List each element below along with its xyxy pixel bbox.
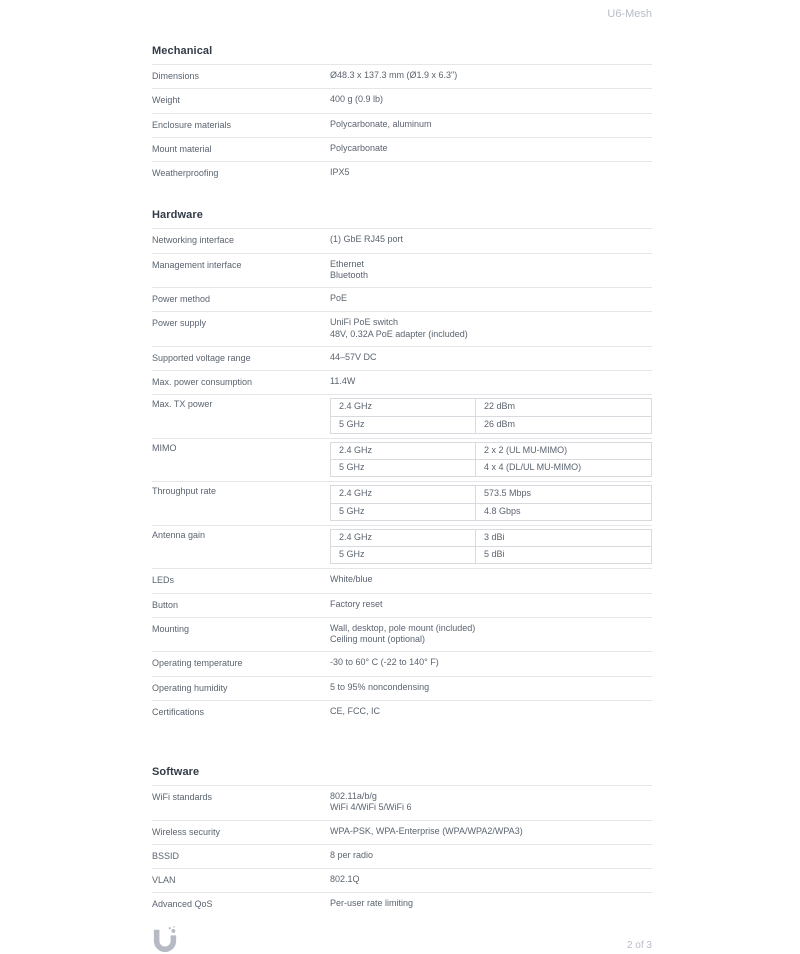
spec-value-line: (1) GbE RJ45 port (330, 234, 404, 245)
spec-value-line: 44–57V DC (330, 351, 377, 362)
spec-value (330, 574, 652, 586)
spec-value-line: Polycarbonate (330, 142, 388, 153)
spec-label: MIMO (152, 442, 177, 453)
spec-value-line: -30 to 60° C (-22 to 140° F) (330, 657, 439, 668)
band-cell: 5 GHz (331, 417, 476, 433)
spec-label: Wireless security (152, 826, 221, 837)
spec-sections (152, 45, 652, 917)
spec-value (330, 259, 652, 282)
spec-value (330, 850, 652, 862)
spec-value (330, 119, 652, 131)
spec-value-line: Per-user rate limiting (330, 898, 414, 909)
spec-value (330, 376, 652, 388)
spec-label: Operating temperature (152, 658, 243, 669)
band-value-cell: 4 x 4 (DL/UL MU-MIMO) (484, 462, 582, 472)
band-value-cell: 573.5 Mbps (484, 488, 532, 499)
spec-row-antenna-gain (152, 525, 652, 569)
band-table-row (331, 530, 651, 546)
band-value-cell: 22 dBm (484, 401, 516, 412)
spec-label: Power supply (152, 318, 207, 329)
spec-row-power-method (152, 287, 652, 311)
spec-label: Max. power consumption (152, 377, 253, 387)
spec-row-operating-temperature (152, 651, 652, 675)
spec-value (330, 70, 652, 82)
band-table-row (331, 399, 651, 415)
spec-row-weatherproofing (152, 161, 652, 185)
spec-value (330, 293, 652, 305)
band-cell: 2.4 GHz (331, 399, 476, 415)
spec-row-operating-humidity (152, 676, 652, 700)
band-table-row (331, 503, 651, 520)
spec-value-line: 48V, 0.32A PoE adapter (included) (330, 328, 468, 339)
spec-value-line: 802.1Q (330, 874, 360, 884)
spec-row-wifi-standards (152, 785, 652, 820)
spec-value-line: WiFi 4/WiFi 5/WiFi 6 (330, 802, 412, 813)
band-table (330, 398, 652, 434)
spec-label: Dimensions (152, 71, 200, 81)
spec-label: Antenna gain (152, 529, 206, 540)
spec-value-line: Factory reset (330, 598, 383, 609)
band-cell: 2.4 GHz (331, 443, 476, 459)
spec-row-supported-voltage-range (152, 346, 652, 370)
spec-value (330, 529, 652, 565)
spec-label: Enclosure materials (152, 119, 232, 130)
band-value-cell: 4.8 Gbps (484, 505, 521, 516)
product-model-label: U6-Mesh (607, 8, 652, 20)
spec-value-line: 400 g (0.9 lb) (330, 94, 384, 105)
spec-value (330, 485, 652, 521)
spec-row-bssid (152, 844, 652, 868)
spec-row-leds (152, 568, 652, 592)
band-value-cell: 2 x 2 (UL MU-MIMO) (484, 444, 568, 455)
spec-row-weight (152, 88, 652, 112)
section-title-hardware: Hardware (152, 209, 203, 222)
spec-value-line: White/blue (330, 574, 373, 585)
spec-value (330, 791, 652, 814)
spec-row-throughput-rate (152, 481, 652, 525)
band-table (330, 442, 652, 478)
spec-value-line: Ceiling mount (optional) (330, 634, 426, 644)
spec-row-button (152, 593, 652, 617)
spec-value (330, 874, 652, 886)
spec-label: Throughput rate (152, 486, 217, 497)
spec-value (330, 143, 652, 155)
spec-value (330, 94, 652, 106)
section-hardware (152, 209, 652, 724)
spec-label: Weatherproofing (152, 168, 219, 178)
spec-value (330, 167, 652, 179)
spec-value (330, 352, 652, 364)
band-cell: 5 GHz (331, 504, 476, 520)
ubiquiti-logo-icon (152, 926, 178, 954)
spec-label: BSSID (152, 850, 180, 861)
band-value-cell: 3 dBi (484, 531, 505, 542)
section-software (152, 766, 652, 917)
spec-row-enclosure-materials (152, 113, 652, 137)
band-table-row (331, 459, 651, 476)
spec-label: Mount material (152, 143, 212, 154)
band-value-cell: 5 dBi (484, 549, 505, 559)
band-table-row (331, 443, 651, 459)
band-cell: 5 GHz (331, 460, 476, 476)
band-table-row (331, 416, 651, 433)
spec-label: Button (152, 599, 179, 610)
doc-footer (152, 926, 652, 954)
band-table-row (331, 546, 651, 563)
spec-value-line: 8 per radio (330, 849, 374, 860)
spec-label: Advanced QoS (152, 899, 213, 910)
spec-row-certifications (152, 700, 652, 724)
spec-value-line: WPA-PSK, WPA-Enterprise (WPA/WPA2/WPA3) (330, 825, 523, 836)
spec-value-line: 11.4W (330, 376, 356, 386)
spec-label: Certifications (152, 706, 205, 717)
spec-row-power-supply (152, 311, 652, 346)
spec-row-dimensions (152, 64, 652, 88)
spec-row-networking-interface (152, 228, 652, 252)
section-title-mechanical: Mechanical (152, 45, 213, 57)
spec-label: LEDs (152, 575, 175, 586)
spec-value (330, 599, 652, 611)
section-mechanical (152, 45, 652, 185)
spec-value (330, 898, 652, 910)
spec-row-management-interface (152, 253, 652, 288)
spec-label: Mounting (152, 623, 190, 634)
spec-label: Power method (152, 294, 211, 304)
band-table-row (331, 486, 651, 502)
band-cell: 5 GHz (331, 547, 476, 563)
spec-row-mimo (152, 438, 652, 482)
spec-value-line: Ø48.3 x 137.3 mm (Ø1.9 x 6.3") (330, 70, 458, 80)
spec-value-line: PoE (330, 293, 348, 303)
spec-label: Operating humidity (152, 682, 228, 693)
spec-value (330, 234, 652, 246)
spec-value-line: IPX5 (330, 167, 350, 177)
spec-value (330, 398, 652, 434)
spec-label: VLAN (152, 875, 176, 885)
spec-row-advanced-qos (152, 892, 652, 916)
spec-value (330, 826, 652, 838)
spec-label: Management interface (152, 259, 242, 270)
band-value-cell: 26 dBm (484, 418, 516, 429)
spec-row-max-power-consumption (152, 370, 652, 394)
spec-value-line: Ethernet (330, 258, 365, 269)
spec-label: Weight (152, 95, 180, 106)
spec-label: WiFi standards (152, 792, 213, 802)
spec-value (330, 657, 652, 669)
band-cell: 2.4 GHz (331, 530, 476, 546)
spec-value-line: 5 to 95% noncondensing (330, 681, 430, 692)
spec-value (330, 442, 652, 478)
spec-row-max-tx-power (152, 394, 652, 438)
page-number: 2 of 3 (626, 939, 652, 951)
spec-value (330, 682, 652, 694)
spec-row-mounting (152, 617, 652, 652)
spec-label: Networking interface (152, 235, 235, 246)
band-table (330, 529, 652, 565)
spec-value (330, 317, 652, 340)
spec-value-line: UniFi PoE switch (330, 317, 399, 328)
spec-value-line: CE, FCC, IC (330, 705, 381, 716)
section-title-software: Software (152, 766, 200, 778)
spec-value-line: Wall, desktop, pole mount (included) (330, 622, 476, 633)
spec-value-line: 802.11a/b/g (330, 791, 377, 801)
spec-label: Supported voltage range (152, 352, 251, 363)
spec-label: Max. TX power (152, 399, 213, 410)
spec-value-line: Polycarbonate, aluminum (330, 118, 432, 129)
spec-row-mount-material (152, 137, 652, 161)
spec-value (330, 623, 652, 646)
band-table (330, 485, 652, 521)
band-cell: 2.4 GHz (331, 486, 476, 502)
spec-row-wireless-security (152, 820, 652, 844)
spec-value (330, 706, 652, 718)
spec-row-vlan (152, 868, 652, 892)
spec-value-line: Bluetooth (330, 269, 369, 280)
